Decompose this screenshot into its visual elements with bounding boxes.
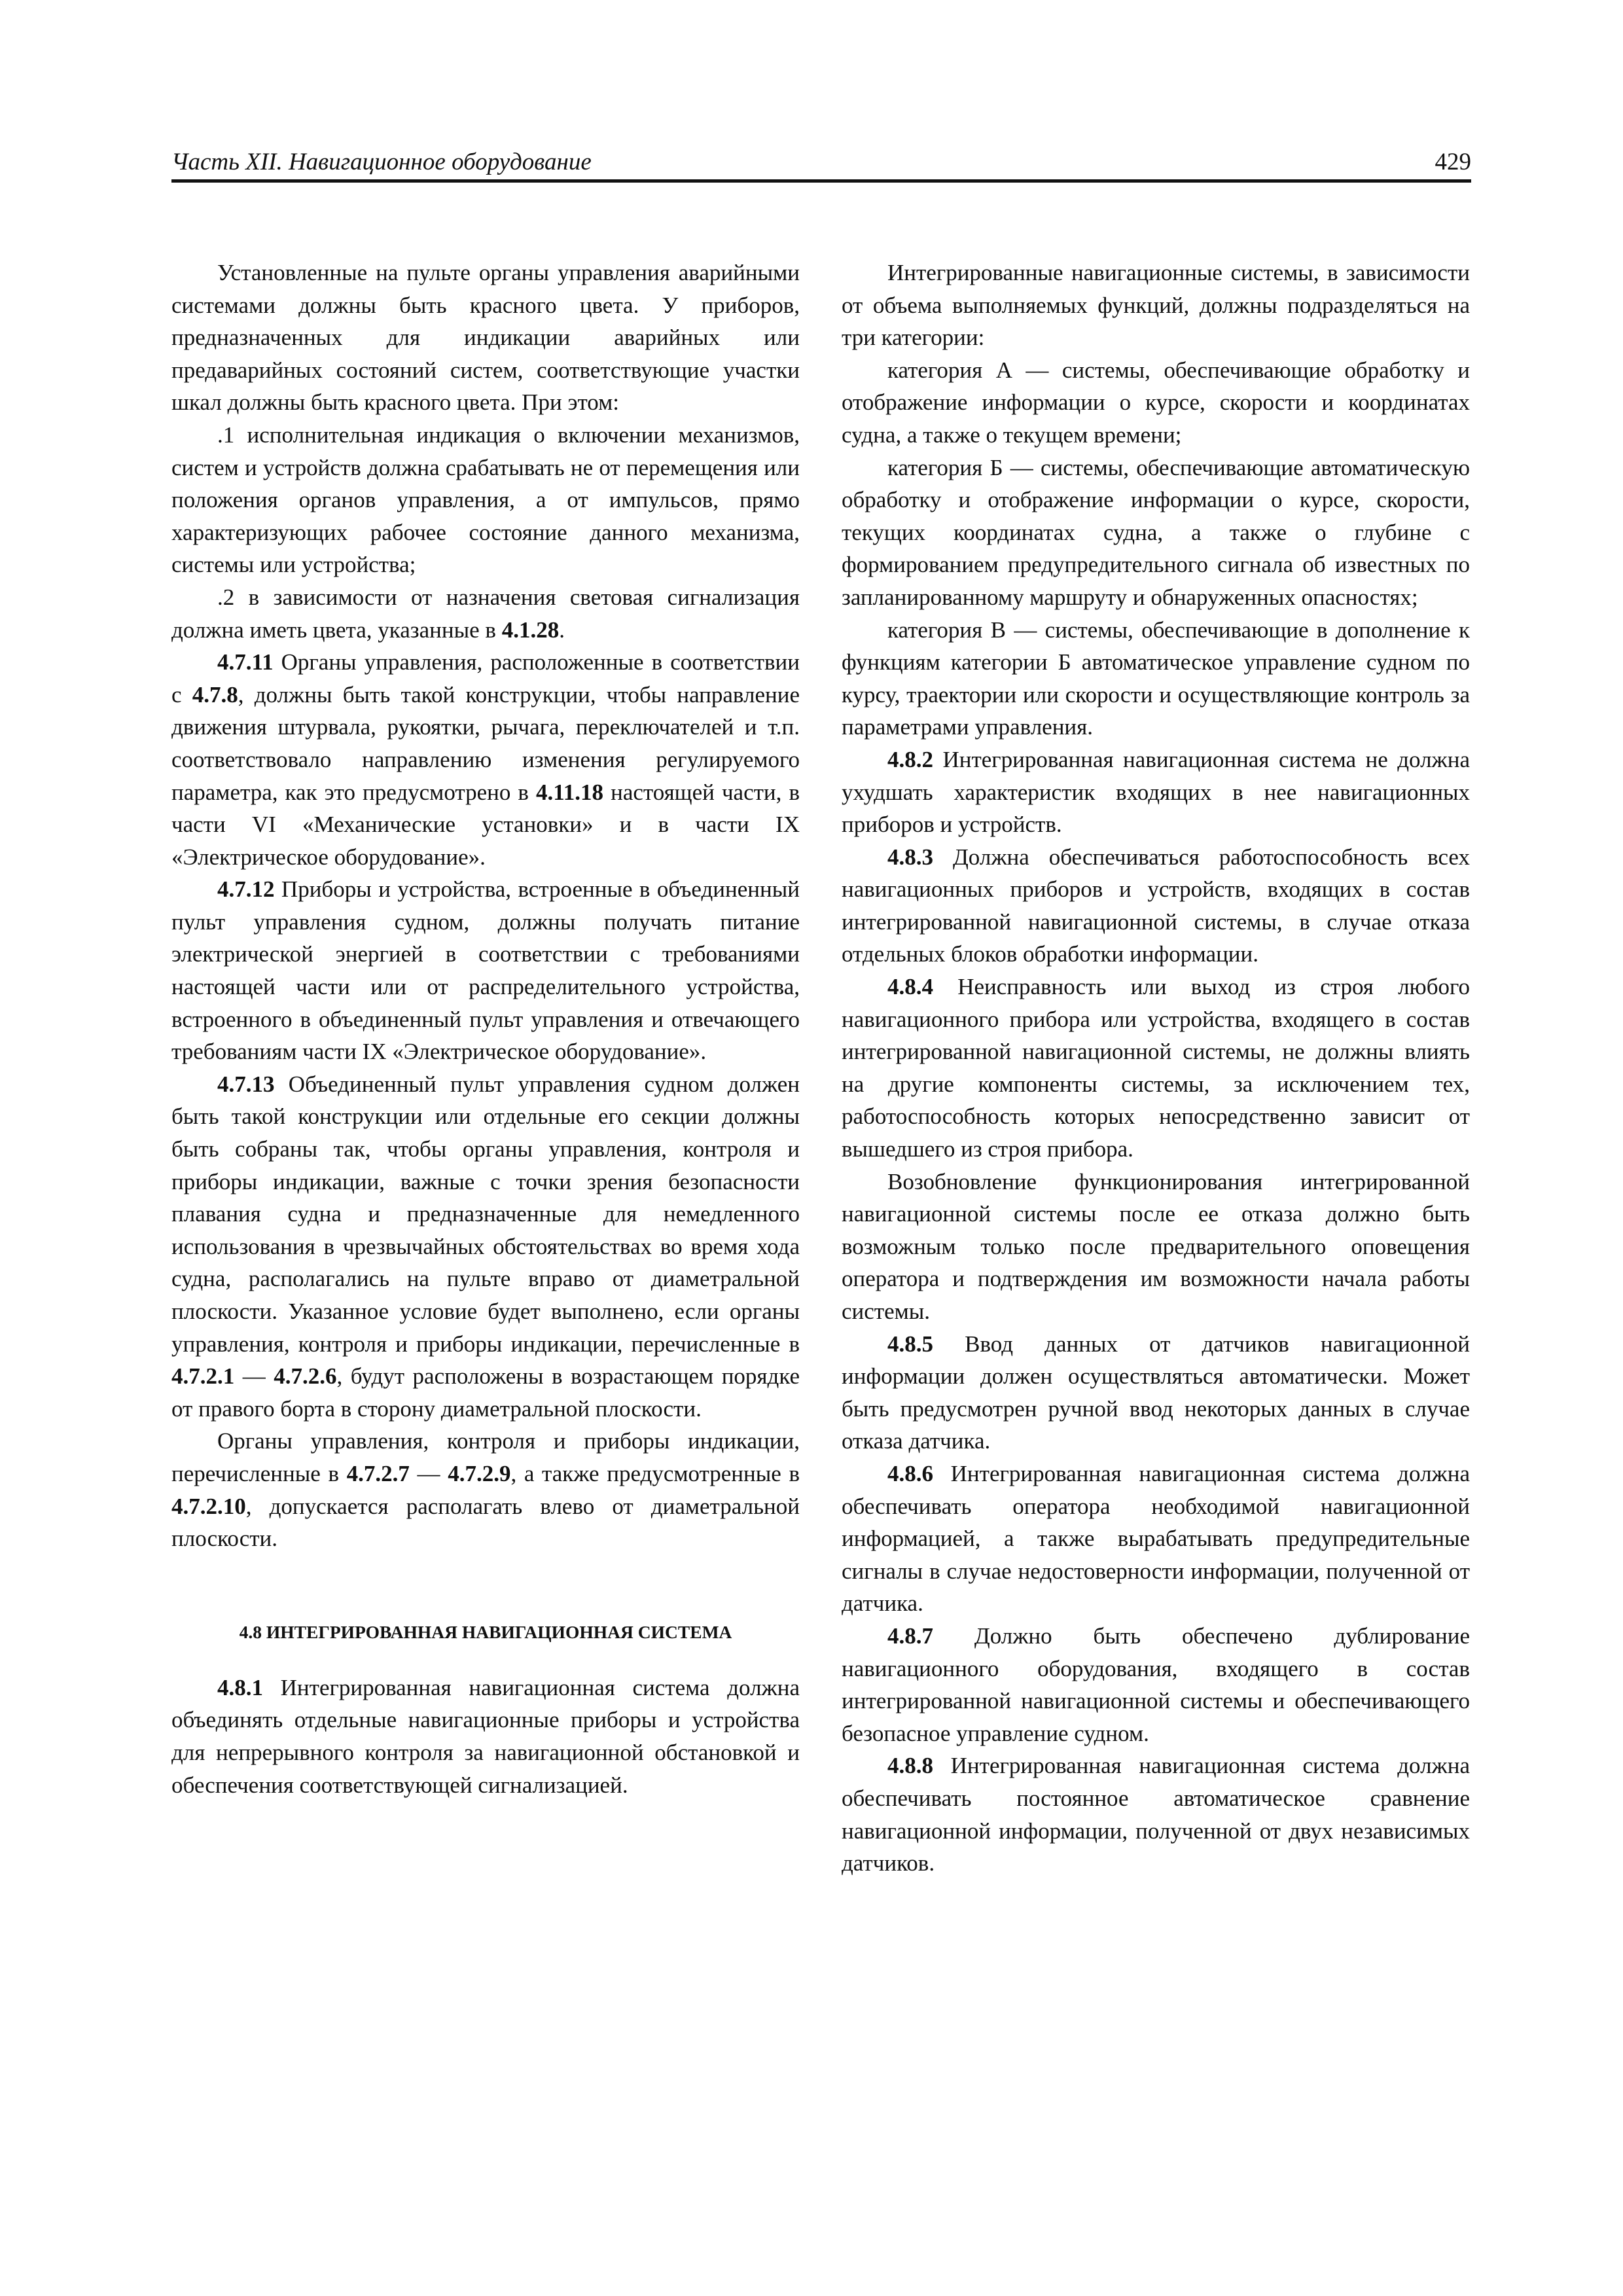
clause-number: 4.8.3 xyxy=(887,844,933,870)
paragraph-4-8-4: 4.8.4 Неисправность или выход из строя любого навигационного прибора или устройства, входящего в состав интегрированной навигационной системы, не должны влиять на другие компоненты системы, за исключением тех, работоспособность которых непосредственно зависит от вышедшего из строя прибора. xyxy=(842,974,1470,1162)
cross-reference: 4.7.2.9 xyxy=(448,1460,511,1486)
cross-reference: 4.7.8 xyxy=(192,681,238,708)
running-title: Часть XII. Навигационное оборудование xyxy=(171,149,592,175)
cross-reference: 4.11.18 xyxy=(535,779,604,805)
clause-number: 4.7.12 xyxy=(217,876,275,903)
paragraph-item-2: .2 в зависимости от назначения световая сигнализация должна иметь цвета, указанные в 4.1.28. xyxy=(171,584,800,643)
paragraph-left-side-controls: Органы управления, контроля и приборы индикации, перечисленные в 4.7.2.7 — 4.7.2.9, а также предусмотренные в 4.7.2.10, допускается располагать влево от диаметральной плоскости. xyxy=(171,1428,800,1552)
paragraph-category-b: категория Б — системы, обеспечивающие автоматическую обработку и отображение информации о курсе, скорости, текущих координатах судна, а также о глубине с формированием предупредительного сигнала об известных по запланированному маршруту и обнаруженных опасностях; xyxy=(842,454,1470,610)
clause-number: 4.8.1 xyxy=(217,1674,263,1700)
clause-number: 4.8.4 xyxy=(887,974,933,1000)
paragraph-item-1: .1 исполнительная индикация о включении механизмов, систем и устройств должна срабатывать не от перемещения или положения органов управления, а от импульсов, прямо характеризующих рабочее состояние данного механизма, системы или устройства; xyxy=(171,422,800,578)
paragraph-control-colors: Установленные на пульте органы управления аварийными системами должны быть красного цвета. У приборов, предназначенных для индикации аварийных или предаварийных состояний систем, соответствующие участки шкал должны быть красного цвета. При этом: xyxy=(171,260,800,416)
clause-number: 4.8.6 xyxy=(887,1460,933,1486)
paragraph-category-a: категория А — системы, обеспечивающие обработку и отображение информации о курсе, скорости и координатах судна, а также о текущем времени; xyxy=(842,357,1470,448)
paragraph-4-8-6: 4.8.6 Интегрированная навигационная система должна обеспечивать оператора необходимой навигационной информацией, а также вырабатывать предупредительные сигналы в случае недостоверности информации, полученной от датчика. xyxy=(842,1460,1470,1617)
cross-reference: 4.7.2.10 xyxy=(171,1493,246,1519)
clause-number: 4.8.7 xyxy=(887,1623,933,1649)
paragraph-4-7-13: 4.7.13 Объединенный пульт управления судном должен быть такой конструкции или отдельные его секции должны быть собраны так, чтобы органы управления, контроля и приборы индикации, важные с точки зрения безопасности плавания судна и предназначенные для немедленного использования в чрезвычайных обстоятельствах во время хода судна, располагались на пульте вправо от диаметральной плоскости. Указанное условие будет выполнено, если органы управления, контроля и приборы индикации, перечисленные в 4.7.2.1 — 4.7.2.6, будут расположены в возрастающем порядке от правого борта в сторону диаметральной плоскости. xyxy=(171,1071,800,1422)
section-heading: 4.8 ИНТЕГРИРОВАННАЯ НАВИГАЦИОННАЯ СИСТЕМА xyxy=(239,1621,732,1642)
page-number: 429 xyxy=(1435,149,1471,175)
paragraph-4-8-3: 4.8.3 Должна обеспечиваться работоспособность всех навигационных приборов и устройств, входящих в состав интегрированной навигационной системы, в случае отказа отдельных блоков обработки информации. xyxy=(842,844,1470,967)
paragraph-4-7-11: 4.7.11 Органы управления, расположенные в соответствии с 4.7.8, должны быть такой конструкции, чтобы направление движения штурвала, рукоятки, рычага, переключателей и т.п. соответствовало направлению изменения регулируемого параметра, как это предусмотрено в 4.11.18 настоящей части, в части VI «Механические установки» и в части IX «Электрическое оборудование». xyxy=(171,649,800,870)
paragraph-4-8-2: 4.8.2 Интегрированная навигационная система не должна ухудшать характеристик входящих в нее навигационных приборов и устройств. xyxy=(842,746,1470,838)
clause-number: 4.7.13 xyxy=(217,1071,275,1097)
cross-reference: 4.7.2.7 xyxy=(346,1460,410,1486)
paragraph-4-7-12: 4.7.12 Приборы и устройства, встроенные в объединенный пульт управления судном, должны получать питание электрической энергией в соответствии с требованиями настоящей части или от распределительного устройства, встроенного в объединенный пульт управления и отвечающего требованиям части IX «Электрическое оборудование». xyxy=(171,876,800,1065)
cross-reference: 4.1.28 xyxy=(501,617,560,643)
paragraph-category-v: категория В — системы, обеспечивающие в дополнение к функциям категории Б автоматическое управление судном по курсу, траектории или скорости и осуществляющие контроль за параметрами управления. xyxy=(842,617,1470,740)
paragraph-recovery: Возобновление функционирования интегрированной навигационной системы после ее отказа должно быть возможным только после предварительного оповещения оператора и подтверждения им возможности начала работы системы. xyxy=(842,1168,1470,1324)
paragraph-4-8-8: 4.8.8 Интегрированная навигационная система должна обеспечивать постоянное автоматическое сравнение навигационной информации, полученной от двух независимых датчиков. xyxy=(842,1753,1470,1876)
right-column xyxy=(842,257,1470,1880)
left-column xyxy=(171,257,800,1801)
cross-reference: 4.7.2.6 xyxy=(274,1363,337,1390)
paragraph-4-8-7: 4.8.7 Должно быть обеспечено дублирование навигационного оборудования, входящего в состав интегрированной навигационной системы и обеспечивающего безопасное управление судном. xyxy=(842,1623,1470,1746)
page-header xyxy=(171,145,1471,183)
clause-number: 4.8.5 xyxy=(887,1331,933,1357)
paragraph-4-8-1: 4.8.1 Интегрированная навигационная система должна объединять отдельные навигационные приборы и устройства для непрерывного контроля за навигационной обстановкой и обеспечения соответствующей сигнализацией. xyxy=(171,1674,800,1798)
cross-reference: 4.7.2.1 xyxy=(171,1363,235,1390)
paragraph-4-8-5: 4.8.5 Ввод данных от датчиков навигационной информации должен осуществляться автоматически. Может быть предусмотрен ручной ввод некоторых данных в случае отказа датчика. xyxy=(842,1331,1470,1454)
clause-number: 4.8.8 xyxy=(887,1753,933,1779)
paragraph-system-categories: Интегрированные навигационные системы, в зависимости от объема выполняемых функций, должны подразделяться на три категории: xyxy=(842,260,1470,351)
clause-number: 4.7.11 xyxy=(217,649,274,675)
clause-number: 4.8.2 xyxy=(887,746,933,772)
